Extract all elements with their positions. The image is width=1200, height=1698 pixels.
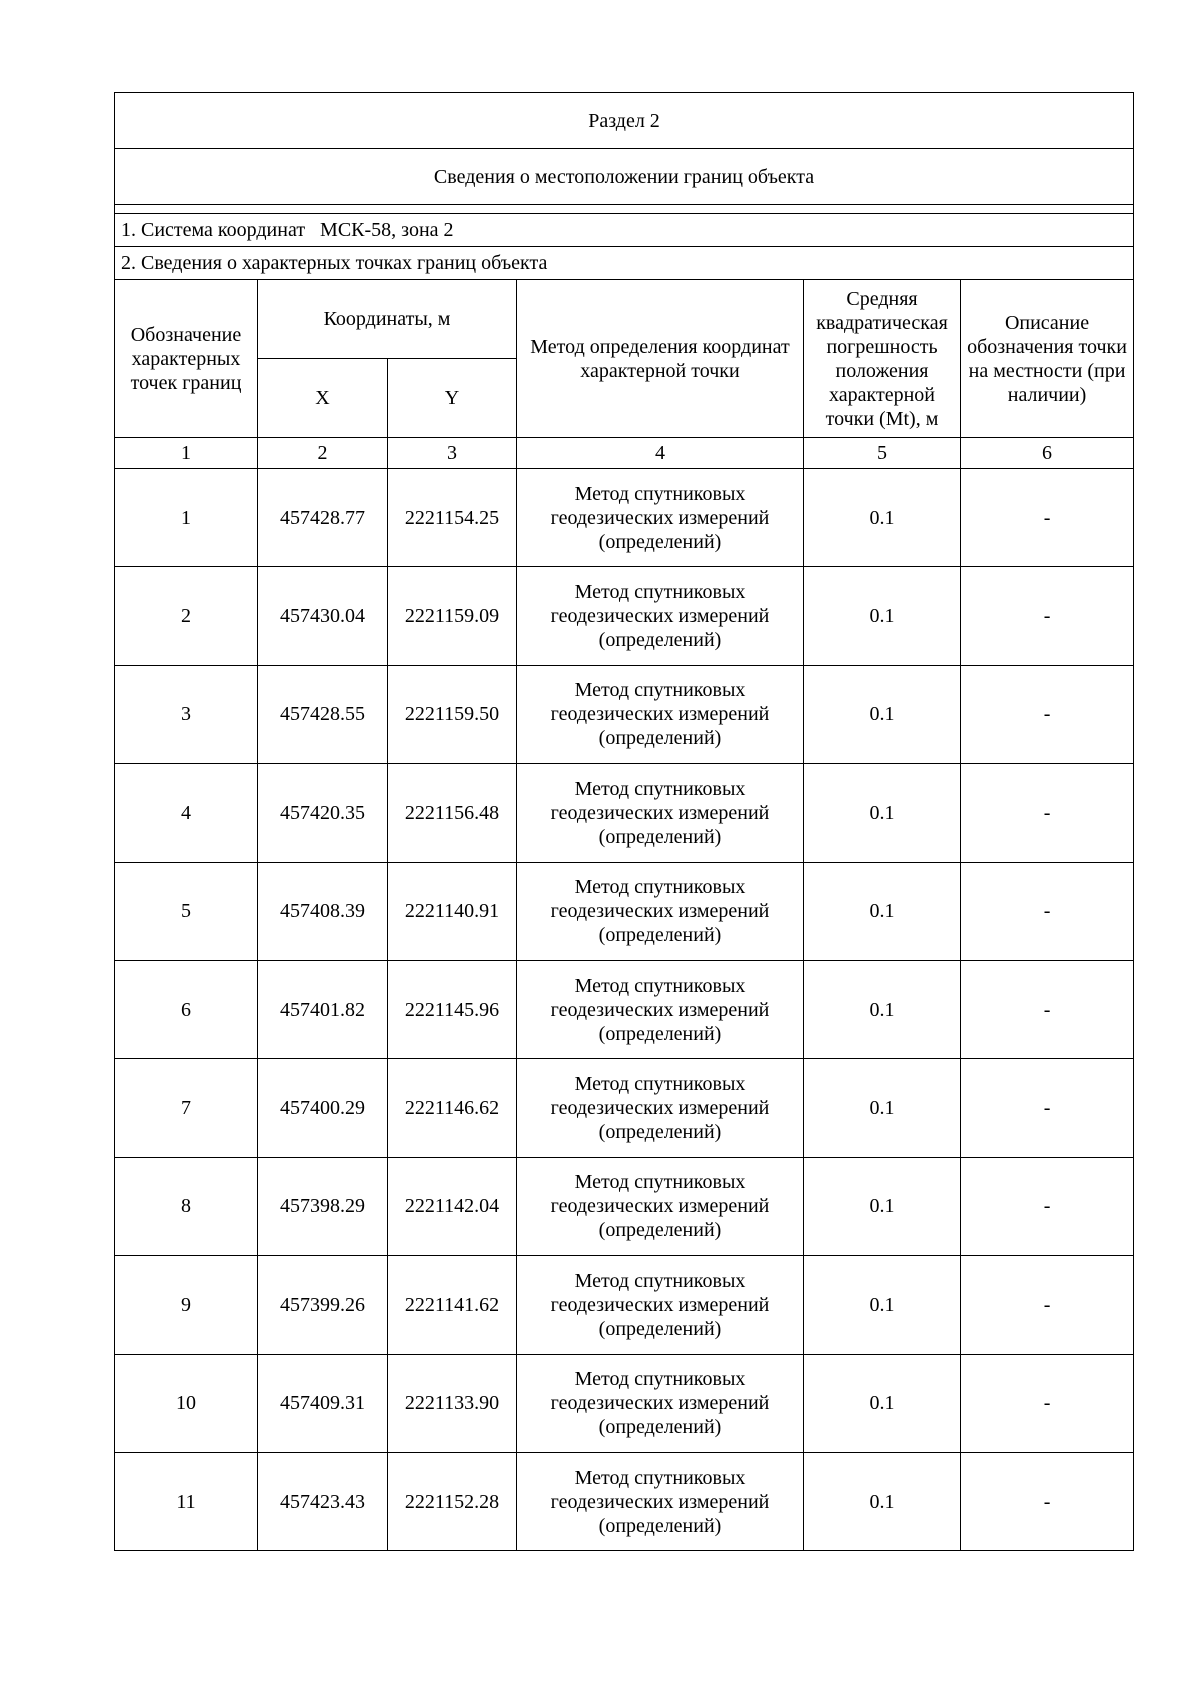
method-line: Метод спутниковых <box>574 777 746 800</box>
x-coordinate-cell: 457420.35 <box>258 764 388 862</box>
y-coordinate-cell: 2221141.62 <box>388 1256 517 1354</box>
data-rows <box>115 469 1134 1551</box>
description-cell: - <box>961 1157 1134 1255</box>
accuracy-cell: 0.1 <box>804 1452 961 1550</box>
method-line: (определений) <box>598 629 722 652</box>
method-line: геодезических измерений <box>550 1097 770 1120</box>
method-line: Метод спутниковых <box>574 1073 746 1096</box>
point-number-cell: 4 <box>115 764 258 862</box>
separator-row <box>115 205 1134 214</box>
method-line: Метод спутниковых <box>574 1466 746 1489</box>
method-line: (определений) <box>598 1514 722 1537</box>
description-cell: - <box>961 764 1134 862</box>
x-coordinate-cell: 457428.55 <box>258 665 388 763</box>
method-line: Метод спутниковых <box>574 679 746 702</box>
accuracy-cell: 0.1 <box>804 764 961 862</box>
x-coordinate-cell: 457400.29 <box>258 1059 388 1157</box>
table-row <box>115 1059 1134 1157</box>
method-line: Метод спутниковых <box>574 974 746 997</box>
method-line: (определений) <box>598 530 722 553</box>
x-coordinate-cell: 457423.43 <box>258 1452 388 1550</box>
method-line: геодезических измерений <box>550 801 770 824</box>
method-line: (определений) <box>598 1416 722 1439</box>
boundary-points-table <box>114 92 1134 1551</box>
table-row <box>115 1452 1134 1550</box>
y-coordinate-cell: 2221145.96 <box>388 960 517 1058</box>
method-cell <box>517 862 804 960</box>
method-line: Метод спутниковых <box>574 1368 746 1391</box>
method-line: (определений) <box>598 825 722 848</box>
method-cell <box>517 764 804 862</box>
table-row <box>115 469 1134 567</box>
method-line: Метод спутниковых <box>574 482 746 505</box>
method-line: геодезических измерений <box>550 998 770 1021</box>
accuracy-cell: 0.1 <box>804 1256 961 1354</box>
y-coordinate-cell: 2221159.09 <box>388 567 517 665</box>
y-coordinate-cell: 2221133.90 <box>388 1354 517 1452</box>
point-number-cell: 3 <box>115 665 258 763</box>
method-line: геодезических измерений <box>550 506 770 529</box>
x-coordinate-cell: 457408.39 <box>258 862 388 960</box>
method-line: геодезических измерений <box>550 1392 770 1415</box>
method-line: (определений) <box>598 924 722 947</box>
method-line: геодезических измерений <box>550 1490 770 1513</box>
description-cell: - <box>961 469 1134 567</box>
method-line: геодезических измерений <box>550 703 770 726</box>
column-number: 6 <box>961 438 1134 469</box>
method-line: (определений) <box>598 1219 722 1242</box>
document-title: Сведения о местоположении границ объекта <box>115 149 1134 205</box>
y-coordinate-cell: 2221142.04 <box>388 1157 517 1255</box>
method-cell <box>517 1157 804 1255</box>
table-row <box>115 1157 1134 1255</box>
description-cell: - <box>961 1354 1134 1452</box>
description-cell: - <box>961 665 1134 763</box>
column-number: 2 <box>258 438 388 469</box>
method-line: геодезических измерений <box>550 1195 770 1218</box>
header-x: X <box>258 359 388 438</box>
point-number-cell: 2 <box>115 567 258 665</box>
method-line: Метод спутниковых <box>574 1171 746 1194</box>
y-coordinate-cell: 2221154.25 <box>388 469 517 567</box>
table-row <box>115 764 1134 862</box>
description-cell: - <box>961 1256 1134 1354</box>
section-title: Раздел 2 <box>115 93 1134 149</box>
header-method: Метод определения координат характерной точки <box>517 280 804 438</box>
accuracy-cell: 0.1 <box>804 960 961 1058</box>
accuracy-cell: 0.1 <box>804 567 961 665</box>
method-line: геодезических измерений <box>550 1293 770 1316</box>
point-number-cell: 5 <box>115 862 258 960</box>
point-number-cell: 11 <box>115 1452 258 1550</box>
description-cell: - <box>961 862 1134 960</box>
x-coordinate-cell: 457401.82 <box>258 960 388 1058</box>
column-number: 3 <box>388 438 517 469</box>
header-accuracy: Средняя квадратическая погрешность положения характерной точки (Mt), м <box>804 280 961 438</box>
y-coordinate-cell: 2221146.62 <box>388 1059 517 1157</box>
y-coordinate-cell: 2221152.28 <box>388 1452 517 1550</box>
header-y: Y <box>388 359 517 438</box>
method-cell <box>517 1059 804 1157</box>
accuracy-cell: 0.1 <box>804 1157 961 1255</box>
method-cell <box>517 1452 804 1550</box>
accuracy-cell: 0.1 <box>804 665 961 763</box>
method-cell <box>517 960 804 1058</box>
points-heading: 2. Сведения о характерных точках границ объекта <box>115 247 1134 280</box>
point-number-cell: 8 <box>115 1157 258 1255</box>
description-cell: - <box>961 960 1134 1058</box>
header-coords: Координаты, м <box>258 280 517 359</box>
coord-system-line: 1. Система координат МСК-58, зона 2 <box>115 214 1134 247</box>
y-coordinate-cell: 2221159.50 <box>388 665 517 763</box>
table-row <box>115 1256 1134 1354</box>
point-number-cell: 9 <box>115 1256 258 1354</box>
table-row <box>115 862 1134 960</box>
method-line: геодезических измерений <box>550 605 770 628</box>
x-coordinate-cell: 457399.26 <box>258 1256 388 1354</box>
accuracy-cell: 0.1 <box>804 1059 961 1157</box>
method-line: (определений) <box>598 1121 722 1144</box>
table-row <box>115 960 1134 1058</box>
method-cell <box>517 1354 804 1452</box>
x-coordinate-cell: 457409.31 <box>258 1354 388 1452</box>
method-line: Метод спутниковых <box>574 1269 746 1292</box>
method-line: геодезических измерений <box>550 900 770 923</box>
accuracy-cell: 0.1 <box>804 469 961 567</box>
table-row <box>115 567 1134 665</box>
x-coordinate-cell: 457430.04 <box>258 567 388 665</box>
method-line: (определений) <box>598 727 722 750</box>
method-cell <box>517 469 804 567</box>
point-number-cell: 10 <box>115 1354 258 1452</box>
y-coordinate-cell: 2221156.48 <box>388 764 517 862</box>
point-number-cell: 1 <box>115 469 258 567</box>
column-number: 5 <box>804 438 961 469</box>
column-number: 4 <box>517 438 804 469</box>
table-row <box>115 1354 1134 1452</box>
header-point: Обозначение характерных точек границ <box>115 280 258 438</box>
table-row <box>115 665 1134 763</box>
method-line: Метод спутниковых <box>574 581 746 604</box>
method-line: (определений) <box>598 1022 722 1045</box>
description-cell: - <box>961 1059 1134 1157</box>
x-coordinate-cell: 457428.77 <box>258 469 388 567</box>
description-cell: - <box>961 1452 1134 1550</box>
method-cell <box>517 1256 804 1354</box>
y-coordinate-cell: 2221140.91 <box>388 862 517 960</box>
method-cell <box>517 567 804 665</box>
accuracy-cell: 0.1 <box>804 1354 961 1452</box>
x-coordinate-cell: 457398.29 <box>258 1157 388 1255</box>
point-number-cell: 7 <box>115 1059 258 1157</box>
accuracy-cell: 0.1 <box>804 862 961 960</box>
method-line: Метод спутниковых <box>574 876 746 899</box>
description-cell: - <box>961 567 1134 665</box>
method-cell <box>517 665 804 763</box>
header-description: Описание обозначения точки на местности (при наличии) <box>961 280 1134 438</box>
point-number-cell: 6 <box>115 960 258 1058</box>
column-number: 1 <box>115 438 258 469</box>
method-line: (определений) <box>598 1317 722 1340</box>
